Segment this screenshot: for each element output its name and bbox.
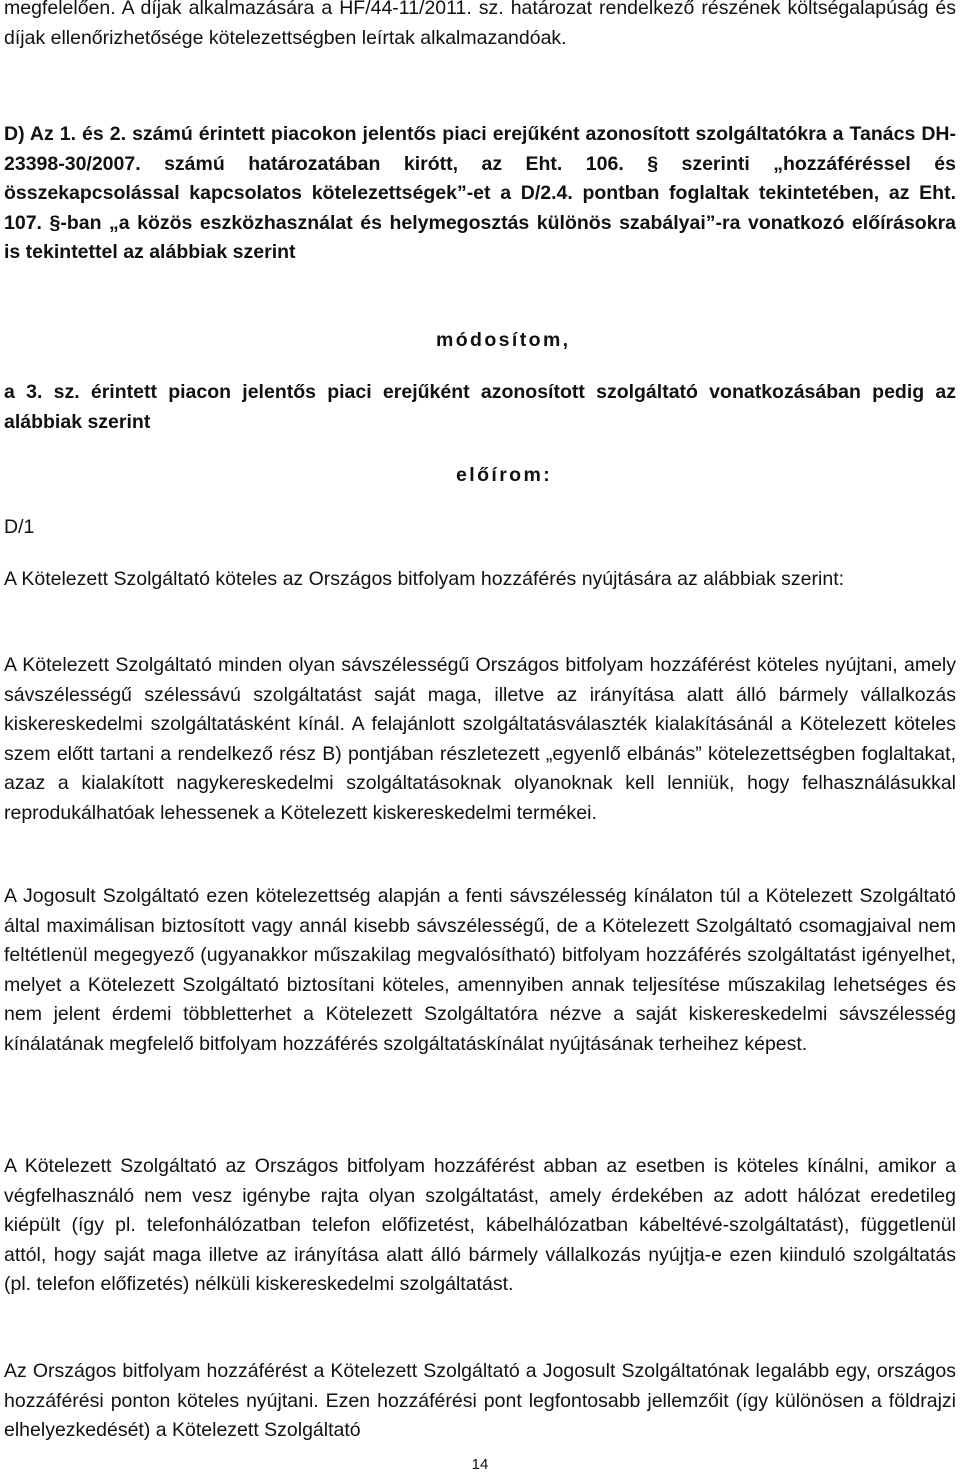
heading-eloirom: előírom: bbox=[456, 464, 553, 486]
paragraph-intro: megfelelően. A díjak alkalmazására a HF/44-11/2011. sz. határozat rendelkező részének költségalapúság és díjak ellenőrizhetősége kötelezettségben leírtak alkalmazandóak. bbox=[4, 0, 956, 49]
paragraph-obligation: A Kötelezett Szolgáltató köteles az Országos bitfolyam hozzáférés nyújtására az alábbiak szerint: bbox=[4, 568, 845, 590]
paragraph-entitled-provider: A Jogosult Szolgáltató ezen kötelezettség alapján a fenti sávszélesség kínálaton túl a Kötelezett Szolgáltató által maximálisan biztosított vagy annál kisebb sávszélességű, de a Kötelezett Szolgáltató csomagjaival nem feltétlenül megegyező (ugyanakkor műszakilag megvalósítható) bitfolyam hozzáférés szolgáltatást igényelhet, melyet a Kötelezett Szolgáltató biztosítani köteles, amennyiben annak teljesítése műszakilag lehetséges és nem jelent érdemi többletterhet a Kötelezett Szolgáltatóra nézve a saját kiskereskedelmi sávszélesség kínálatának megfelelő bitfolyam hozzáférés szolgáltatáskínálat nyújtásának terheihez képest. bbox=[4, 885, 956, 1055]
heading-modositom: módosítom, bbox=[436, 329, 571, 351]
paragraph-bandwidth: A Kötelezett Szolgáltató minden olyan sávszélességű Országos bitfolyam hozzáférést köteles nyújtani, amely sávszélességű szélessávú szolgáltatást saját maga, illetve az irányítása alatt álló bármely vállalkozás kiskereskedelmi szolgáltatásként kínál. A felajánlott szolgáltatásválaszték kialakításánál a Kötelezett köteles szem előtt tartani a rendelkező rész B) pontjában részletezett „egyenlő elbánás” kötelezettségben foglaltakat, azaz a kialakított nagykereskedelmi szolgáltatásoknak olyanoknak kell lenniük, hogy felhasználásukkal reprodukálhatóak lehessenek a Kötelezett kiskereskedelmi termékei. bbox=[4, 654, 956, 824]
paragraph-naked-access: A Kötelezett Szolgáltató az Országos bitfolyam hozzáférést abban az esetben is köteles kínálni, amikor a végfelhasználó nem vesz igénybe rajta olyan szolgáltatást, amely érdekében az adott hálózat eredetileg kiépült (így pl. telefonhálózatban telefon előfizetést, kábelhálózatban kábeltévé-szolgáltatást), függetlenül attól, hogy saját maga illetve az irányítása alatt álló bármely vállalkozás nyújtja-e ezen kiinduló szolgáltatás (pl. telefon előfizetés) nélküli kiskereskedelmi szolgáltatást. bbox=[4, 1155, 956, 1296]
paragraph-market-3: a 3. sz. érintett piacon jelentős piaci erejűként azonosított szolgáltató vonatkozásában pedig az alábbiak szerint bbox=[4, 381, 956, 433]
page-number: 14 bbox=[471, 1456, 489, 1473]
paragraph-section-d: D) Az 1. és 2. számú érintett piacokon jelentős piaci erejűként azonosított szolgáltatókra a Tanács DH-23398-30/2007. számú határozatában kirótt, az Eht. 106. § szerinti „hozzáféréssel és összekapcsolással kapcsolatos kötelezettségek”-et a D/2.4. pontban foglaltak tekintetében, az Eht. 107. §-ban „a közös eszközhasználat és helymegosztás különös szabályai”-ra vonatkozó előírásokra is tekintettel az alábbiak szerint bbox=[4, 123, 956, 264]
section-label-d1: D/1 bbox=[4, 516, 35, 538]
paragraph-access-point: Az Országos bitfolyam hozzáférést a Kötelezett Szolgáltató a Jogosult Szolgáltatónak legalább egy, országos hozzáférési ponton köteles nyújtani. Ezen hozzáférési pont legfontosabb jellemzőit (így különösen a földrajzi elhelyezkedését) a Kötelezett Szolgáltató bbox=[4, 1360, 956, 1442]
